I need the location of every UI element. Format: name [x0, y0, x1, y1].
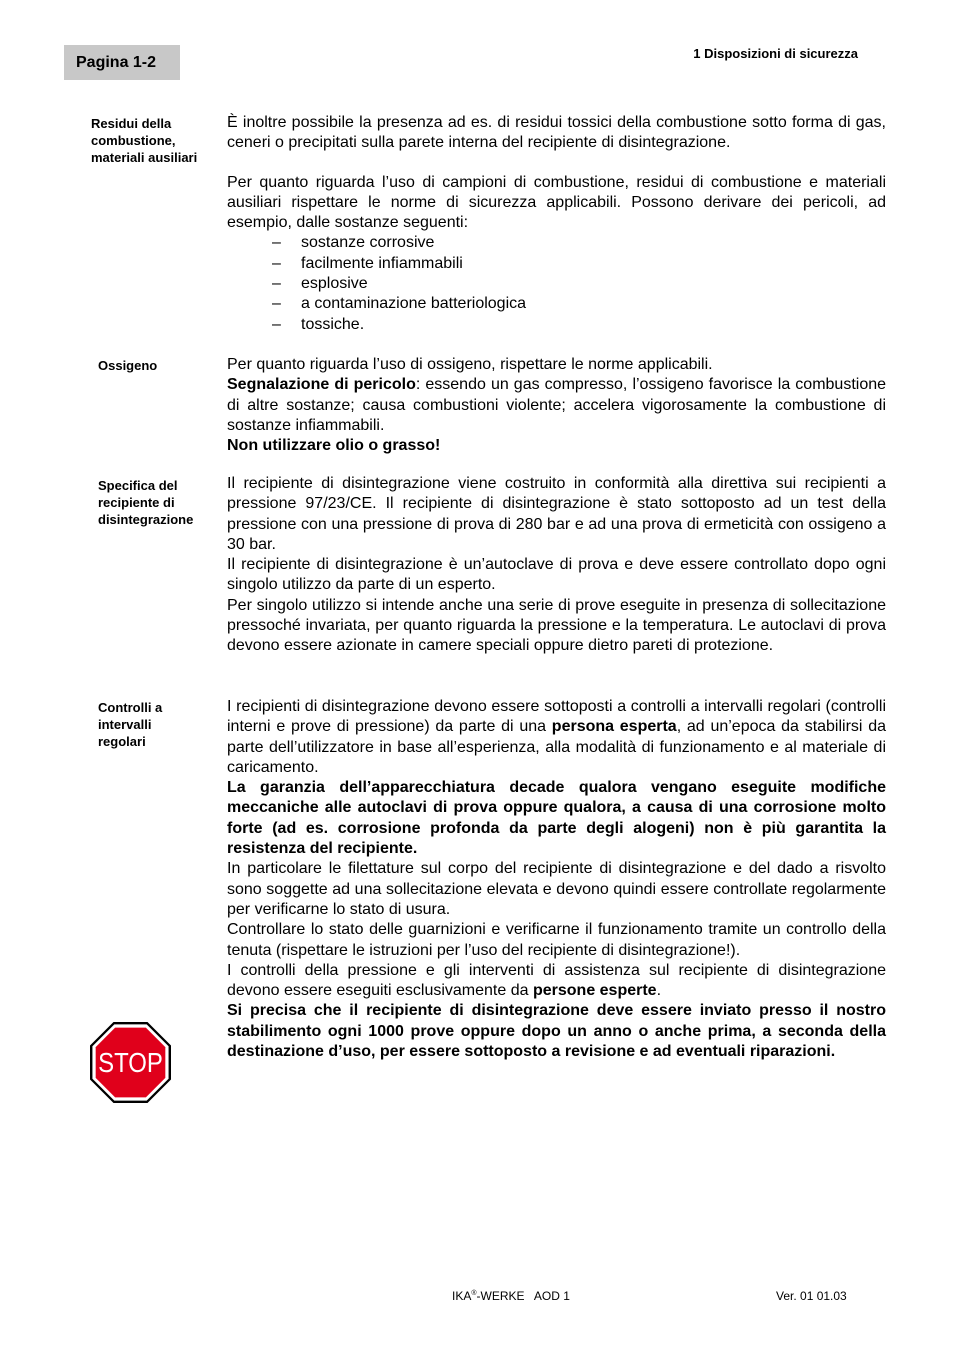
side-label-ossigeno: Ossigeno — [98, 358, 158, 373]
specifica-paragraph-1: Il recipiente di disintegrazione viene costruito in conformità alla direttiva sui recipienti a pressione 97/23/CE. Il recipiente di disintegrazione è stato sottoposto ad un test della pressione con una pressione di prova di 280 bar e ad una prova di ermeticità con ossigeno a 30 bar. — [227, 475, 886, 553]
dash-bullet: – — [272, 295, 281, 313]
list-item: – tossiche. — [227, 315, 886, 335]
dash-bullet: – — [272, 254, 281, 272]
stop-sign-icon — [90, 1022, 171, 1103]
footer-version: Ver. 01 01.03 — [776, 1289, 847, 1303]
specifica-paragraph-2: Il recipiente di disintegrazione è un’autoclave di prova e deve essere controllato dopo ogni singolo utilizzo da parte di un esperto. — [227, 556, 886, 594]
controlli-paragraph-1: I recipienti di disintegrazione devono essere sottoposti a controlli a intervalli regolari (controlli interni e prove di pressione) da parte di una persona esperta, ad un’epoca da stabilirsi da parte dell’utilizzatore in base all’esperienza, alla modalità di funzionamento e al materiale di caricamento. — [227, 698, 887, 776]
section-ossigeno — [227, 355, 886, 456]
ossigeno-warning: Segnalazione di pericolo: essendo un gas compresso, l’ossigeno favorisce la combustione di altre sostanze; causa combustioni violente; accelera vigorosamente la combustione di sostanze infiammabili. — [227, 376, 887, 434]
ossigeno-line-1: Per quanto riguarda l’uso di ossigeno, rispettare le norme applicabili. — [227, 356, 713, 373]
side-label-controlli: Controlli a intervalli regolari — [98, 700, 163, 749]
controlli-paragraph-4: Controllare lo stato delle guarnizioni e verificarne il funzionamento tramite un controllo della tenuta (rispettare le istruzioni per l’uso del recipiente di disintegrazione!). — [227, 921, 886, 959]
page-number-label: Pagina 1-2 — [76, 53, 157, 71]
specifica-paragraph-3: Per singolo utilizzo si intende anche una serie di prove eseguite in presenza di sollecitazione pressoché invariata, per quanto riguarda la pressione e la temperatura. Le autoclavi di prova devono essere azionate in camere speciali oppure dietro pareti di protezione. — [227, 596, 886, 655]
dash-bullet: – — [272, 275, 281, 293]
dash-bullet: – — [272, 315, 281, 333]
page-number-tab — [64, 45, 180, 80]
warning-label: Segnalazione di pericolo — [227, 376, 416, 394]
hazard-list — [227, 233, 886, 334]
no-oil-warning: Non utilizzare olio o grasso! — [227, 437, 441, 455]
side-label-specifica: Specifica del recipiente di disintegrazione — [98, 478, 194, 527]
stop-sign-text: STOP — [98, 1047, 163, 1079]
controlli-paragraph-5: I controlli della pressione e gli interventi di assistenza sul recipiente di disintegrazione devono essere eseguiti esclusivamente da persone esperte. — [227, 961, 886, 1000]
list-item: – sostanze corrosive — [227, 233, 886, 253]
dash-bullet: – — [272, 234, 281, 252]
section-residui — [227, 113, 886, 335]
service-notice: Si precisa che il recipiente di disintegrazione deve essere inviato presso il nostro stabilimento ogni 1000 prove oppure dopo un anno o anche prima, a seconda della destinazione d’uso, per essere sottoposto a revisione e ad eventuali riparazioni. — [227, 1002, 886, 1061]
list-item: – a contaminazione batteriologica — [227, 294, 886, 314]
chapter-title: 1 Disposizioni di sicurezza — [693, 46, 858, 61]
list-item: – facilmente infiammabili — [227, 254, 886, 274]
side-label-residui: Residui della combustione, materiali ausiliari — [91, 116, 198, 165]
list-item: – esplosive — [227, 274, 886, 294]
residui-paragraph-1: È inoltre possibile la presenza ad es. di residui tossici della combustione sotto forma di gas, ceneri o precipitati sulla parete interna del recipiente di disintegrazione. — [227, 114, 886, 152]
residui-paragraph-2: Per quanto riguarda l’uso di campioni di combustione, residui di combustione e materiali ausiliari rispettare le norme di sicurezza applicabili. Possono derivare dei pericoli, ad esempio, dalle sostanze seguenti: — [227, 173, 886, 232]
section-specifica — [227, 474, 886, 657]
controlli-paragraph-3: In particolare le filettature sul corpo del recipiente di disintegrazione e del dado a risvolto sono soggette ad una sollecitazione elevata e devono quindi essere controllate regolarmente per verificarne lo stato di usura. — [227, 860, 886, 918]
section-controlli — [227, 697, 886, 1062]
warranty-notice: La garanzia dell’apparecchiatura decade qualora vengano eseguite modifiche meccaniche alle autoclavi di prova oppure qualora, a causa di una corrosione molto forte (ad es. corrosione profonda da parte degli alogeni) non è più garantita la resistenza del recipiente. — [227, 779, 886, 858]
footer-brand: IKA®-WERKE AOD 1 — [452, 1289, 570, 1303]
